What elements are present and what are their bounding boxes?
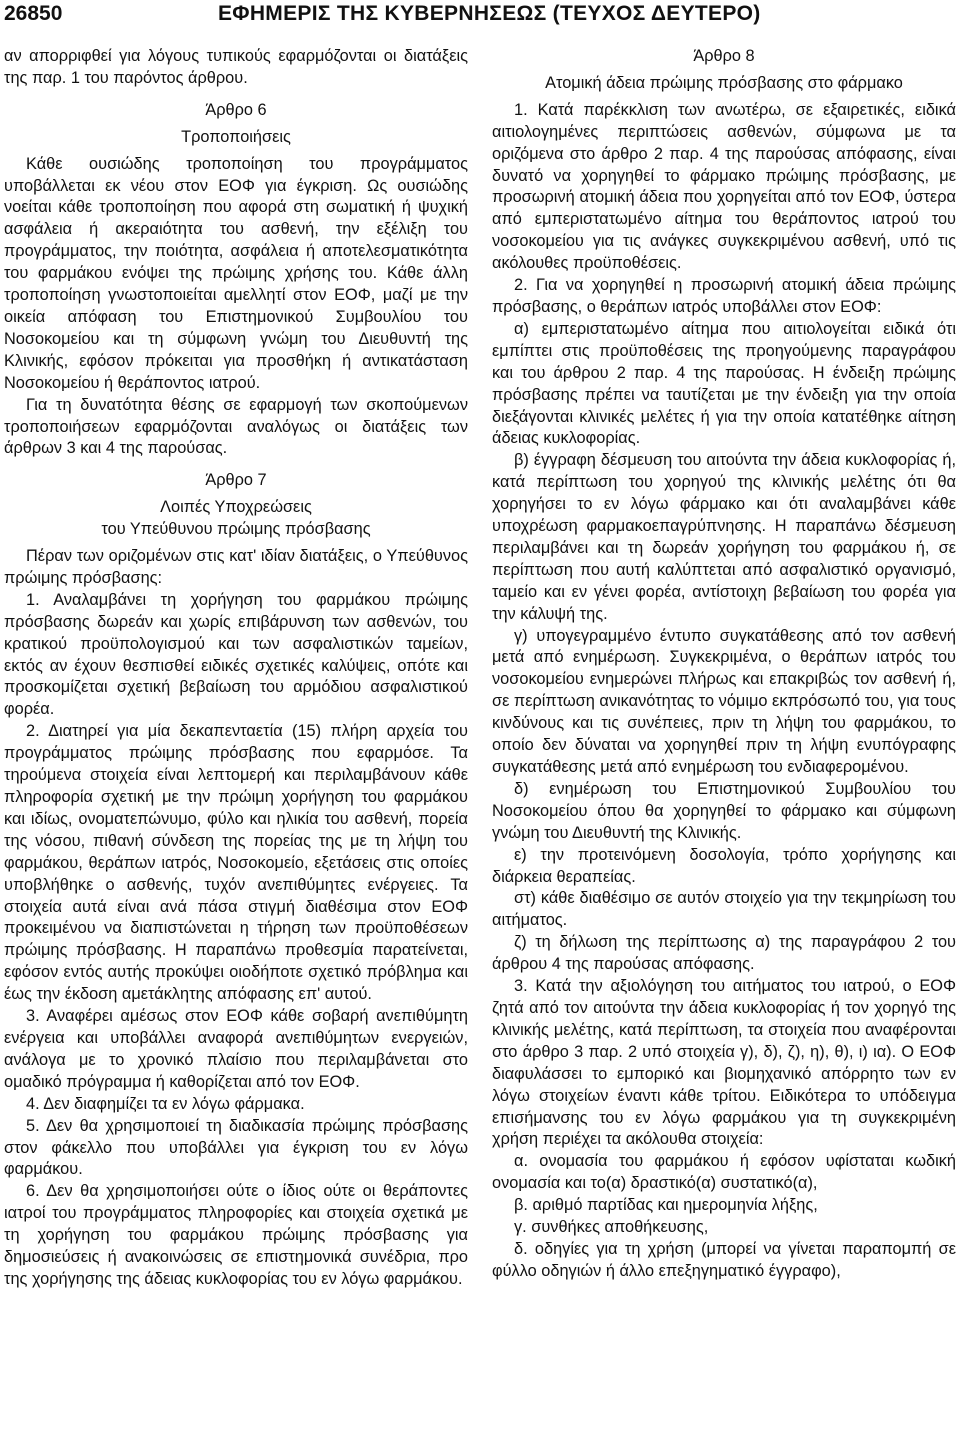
article-7-paragraph: 4. Δεν διαφημίζει τα εν λόγω φάρμακα. [26, 1094, 305, 1113]
gazette-title: ΕΦΗΜΕΡΙΣ ΤΗΣ ΚΥΒΕΡΝΗΣΕΩΣ (ΤΕΥΧΟΣ ΔΕΥΤΕΡΟ) [218, 2, 761, 25]
list-item: δ) ενημέρωση του Επιστημονικού Συμβουλίου του Νοσοκομείου όπου θα χορηγηθεί το φάρμακο και σύμφωνη γνώμη του Διευθυντή της Κλινικής. [492, 779, 956, 842]
sub-item: β. αριθμό παρτίδας και ημερομηνία λήξης, [514, 1196, 818, 1215]
article-8-paragraph: 2. Για να χορηγηθεί η προσωρινή ατομική άδεια πρώιμης πρόσβασης, ο θεράπων ιατρός υποβάλλει στον ΕΟΦ: [492, 276, 956, 316]
list-item: γ) υπογεγραμμένο έντυπο συγκατάθεσης από τον ασθενή μετά από ενημέρωση. Συγκεκριμένα, ο θεράπων ιατρός του νοσοκομείου ενημερώνει πλήρως και επακριβώς τον ασθενή ή, σε περίπτωση ανικανότητας το νόμιμο εκπρόσωπό του, για τους κινδύνους και τις συνέπειες, πριν τη λήψη του φαρμάκου, το οποίο δεν δύναται να χορηγηθεί πριν τη λήψη ενυπόγραφης συγκατάθεσης μετά από ενημέρωση του ενδιαφερομένου. [492, 626, 956, 776]
article-7-paragraph: 6. Δεν θα χρησιμοποιήσει ούτε ο ίδιος ούτε οι θεράποντες ιατροί του προγράμματος πληροφορίες και στοιχεία σχετικά με τη χορήγηση του φαρμάκου πρώιμης πρόσβασης για δημοσιεύσεις ή ανακοινώσεις σε επιστημονικά συνέδρια, προ της χορήγησης της άδειας κυκλοφορίας του εν λόγω φαρμάκου. [4, 1182, 468, 1288]
left-column [4, 46, 468, 1291]
article-8-title: Ατομική άδεια πρώιμης πρόσβασης στο φάρμακο [545, 73, 903, 92]
list-item: α) εμπεριστατωμένο αίτημα που αιτιολογείται ειδικά ότι εμπίπτει στις προϋποθέσεις της προηγούμενης παραγράφου και του άρθρου 2 παρ. 4 της παρούσας. Η ένδειξη πρώιμης πρόσβασης πρέπει να ταυτίζεται με την ένδειξη για την οποία διεξάγονται κλινικές μελέτες ή για την οποία κατατέθηκε αίτηση άδειας κυκλοφορίας. [492, 319, 956, 448]
article-7-intro: Πέραν των οριζομένων στις κατ' ιδίαν διατάξεις, ο Υπεύθυνος πρώιμης πρόσβασης: [4, 547, 468, 587]
article-7-paragraph: 3. Αναφέρει αμέσως στον ΕΟΦ κάθε σοβαρή ανεπιθύμητη ενέργεια και υποβάλλει αναφορά ανεπιθύμητων ενεργειών, ανάλογα με το χρονικό πλαίσιο που περιλαμβάνεται στο ομαδικό πρόγραμμα ή καθορίζεται από τον ΕΟΦ. [4, 1007, 468, 1091]
list-item: ζ) τη δήλωση της περίπτωσης α) της παραγράφου 2 του άρθρου 4 της παρούσας απόφασης. [492, 933, 956, 974]
article-6-heading: Άρθρο 6 [205, 100, 267, 119]
page-header [0, 0, 960, 36]
sub-item: δ. οδηγίες για τη χρήση (μπορεί να γίνεται παραπομπή σε φύλλο οδηγιών ή άλλο επεξηγηματικό έγγραφο), [492, 1239, 956, 1280]
article-6-paragraph: Για τη δυνατότητα θέσης σε εφαρμογή των σκοπούμενων τροποποιήσεων εφαρμόζονται αναλόγως οι διατάξεις των άρθρων 3 και 4 της παρούσας. [4, 395, 468, 458]
article-7-title: Λοιπές Υποχρεώσεις [160, 498, 312, 517]
article-8-paragraph: 1. Κατά παρέκκλιση των ανωτέρω, σε εξαιρετικές, ειδικά αιτιολογημένες περιπτώσεις ασθενών, σύμφωνα με τα οριζόμενα στο άρθρο 2 παρ. 4 της παρούσας απόφασης, είναι δυνατό να χορηγηθεί το φάρμακο πρώιμης πρόσβασης, με προσωρινή ατομική άδεια που χορηγείται από τον ΕΟΦ, ύστερα από εμπεριστατωμένο αίτημα του θεράποντος ιατρού του νοσοκομείου για τις ανάγκες συγκεκριμένου ασθενή, υπό τις ακόλουθες προϋποθέσεις. [492, 100, 956, 273]
article-7-heading: Άρθρο 7 [205, 471, 267, 490]
article-6-title: Τροποποιήσεις [181, 127, 291, 146]
list-item: στ) κάθε διαθέσιμο σε αυτόν στοιχείο για την τεκμηρίωση του αιτήματος. [492, 889, 956, 930]
intro-paragraph: αν απορριφθεί για λόγους τυπικούς εφαρμόζονται οι διατάξεις της παρ. 1 του παρόντος άρθρου. [4, 47, 468, 87]
article-6-paragraph: Κάθε ουσιώδης τροποποίηση του προγράμματος υποβάλλεται εκ νέου στον ΕΟΦ για έγκριση. Ως ουσιώδης νοείται κάθε τροποποίηση που αφορά στη σωματική ή ψυχική ασφάλεια ή ακεραιότητα του ασθενή, την εξέλιξη του προγράμματος, την ποιότητα, ασφάλεια ή αποτελεσματικότητα του φαρμάκου ενόψει της πρώιμης χρήσης του. Κάθε άλλη τροποποίηση γνωστοποιείται αμελλητί στον ΕΟΦ, μαζί με την οικεία απόφαση του Επιστημονικού Συμβουλίου του Νοσοκομείου και τη σύμφωνη γνώμη του Διευθυντή της Κλινικής, εφόσον πρόκειται για προσθήκη ή αντικατάσταση Νοσοκομείου ή θεράποντος ιατρού. [4, 154, 468, 392]
right-column [492, 46, 956, 1283]
article-7-paragraph: 1. Αναλαμβάνει τη χορήγηση του φαρμάκου πρώιμης πρόσβασης δωρεάν και χωρίς επιβάρυνση των ασθενών, του κρατικού προϋπολογισμού και των ασφαλιστικών ταμείων, εκτός αν έχουν θεσπισθεί ειδικές σχετικές καλύψεις, οπότε και προσκομίζεται σχετική βεβαίωση του αρμόδιου ασφαλιστικού φορέα. [4, 590, 468, 719]
article-8-paragraph: 3. Κατά την αξιολόγηση του αιτήματος του ιατρού, ο ΕΟΦ ζητά από τον αιτούντα την άδεια κυκλοφορίας ή τον χορηγό της κλινικής μελέτης, κατά περίπτωση, τα στοιχεία που αναφέρονται στο άρθρο 3 παρ. 2 υπό στοιχεία γ), δ), ζ), η), θ), ι) ια). Ο ΕΟΦ διαφυλάσσει το εμπορικό και βιομηχανικό απόρρητο των εν λόγω στοιχείων έναντι κάθε τρίτου. Ειδικότερα το υπόδειγμα επισήμανσης του εν λόγω φαρμάκου για τη συγκεκριμένη χρήση περιέχει τα ακόλουθα στοιχεία: [492, 977, 956, 1149]
list-item: β) έγγραφη δέσμευση του αιτούντα την άδεια κυκλοφορίας ή, κατά περίπτωση του χορηγού της κλινικής μελέτης ότι θα χορηγήσει το εν λόγω φάρμακο και ότι αναλαμβάνει κάθε υποχρέωση φαρμακοεπαγρύπνησης. Η παραπάνω δέσμευση περιλαμβάνει και τη δωρεάν χορήγηση του φαρμάκου ή, σε περίπτωση που αυτή καλύπτεται από ασφαλιστικό οργανισμό, ταμείο και εν γένει φορέα, αντίστοιχη βεβαίωση του φορέα για την κάλυψή της. [492, 451, 956, 623]
sub-item: α. ονομασία του φαρμάκου ή εφόσον υφίσταται κωδική ονομασία και το(α) δραστικό(α) συστατικό(α), [492, 1152, 956, 1193]
article-7-paragraph: 5. Δεν θα χρησιμοποιεί τη διαδικασία πρώιμης πρόσβασης στον φάκελλο που υποβάλλει για έγκριση του εν λόγω φαρμάκου. [4, 1116, 468, 1179]
article-7-subtitle: του Υπεύθυνου πρώιμης πρόσβασης [101, 520, 371, 539]
article-7-paragraph: 2. Διατηρεί για μία δεκαπενταετία (15) πλήρη αρχεία του προγράμματος πρώιμης πρόσβασης που εφαρμόσε. Τα τηρούμενα στοιχεία είναι λεπτομερή και περιλαμβάνουν κάθε πληροφορία σχετική με την πρώιμη χορήγηση του φαρμάκου και ιδίως, ονοματεπώνυμο, φύλο και ηλικία του ασθενή, πορεία της νόσου, πιθανή σύνδεση της πορείας της με τη λήψη του φαρμάκου, θεράπων ιατρός, Νοσοκομείο, εξετάσεις στις οποίες υποβλήθηκε ο ασθενής, τυχόν ανεπιθύμητες ενέργειες. Τα στοιχεία αυτά είναι ανά πάσα στιγμή διαθέσιμα στον ΕΟΦ προκειμένου να διαπιστώνεται η τήρηση των προϋποθέσεων πρώιμης πρόσβασης. Η παραπάνω προθεσμία παρατείνεται, εφόσον εντός αυτής προκύψει οιοδήποτε σχετικό πρόβλημα και έως την έκδοση αμετάκλητης απόφασης επ' αυτού. [4, 722, 468, 1004]
page-number: 26850 [4, 2, 63, 25]
article-8-heading: Άρθρο 8 [693, 47, 755, 65]
sub-item: γ. συνθήκες αποθήκευσης, [514, 1218, 709, 1237]
list-item: ε) την προτεινόμενη δοσολογία, τρόπο χορήγησης και διάρκεια θεραπείας. [492, 845, 956, 886]
